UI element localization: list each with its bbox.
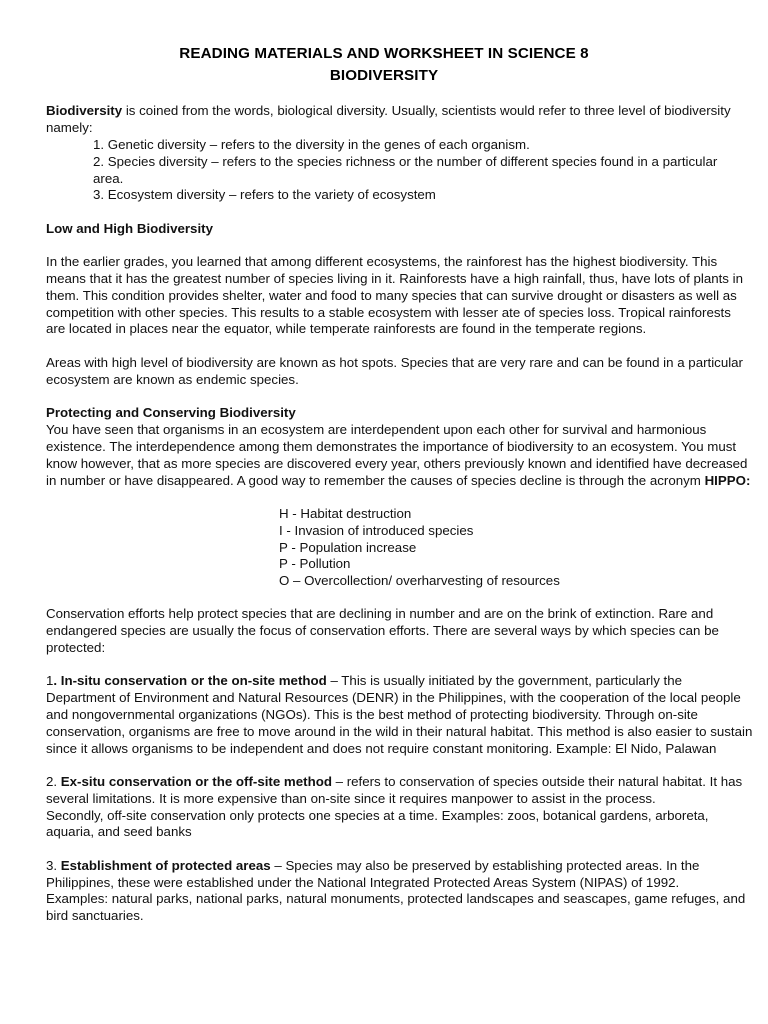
intro-line: Biodiversity is coined from the words, biological diversity. Usually, scientists would refer to three level of biodiversity [46, 103, 731, 118]
paragraph-line: protected: [46, 640, 106, 655]
paragraph-line: bird sanctuaries. [46, 908, 144, 923]
paragraph-line: in number or have disappeared. A good way to remember the causes of species decline is through the acronym HIPPO: [46, 473, 751, 488]
paragraph-line: know however, that as more species are discovered every year, others previously known and identified have decreased [46, 456, 748, 471]
biodiversity-term: Biodiversity [46, 103, 123, 118]
paragraph-line: Conservation efforts help protect species that are declining in number and are on the brink of extinction. Rare and [46, 606, 714, 621]
paragraph-line: are located in places near the equator, while temperate rainforests are found in the temperate regions. [46, 321, 647, 336]
paragraph-line: several limitations. It is more expensive than on-site since it requires manpower to assist in the process. [46, 791, 656, 806]
paragraph-line: Examples: natural parks, national parks, natural monuments, protected landscapes and seascapes, game refuges, and [46, 891, 746, 906]
method-heading-in-situ: 1. In-situ conservation or the on-site method – This is usually initiated by the government, particularly the [46, 673, 683, 688]
paragraph-line: competition with other species. This results to a stable ecosystem with lesser ate of species loss. Tropical rainforests [46, 305, 731, 320]
paragraph-line: ecosystem are known as endemic species. [46, 372, 299, 387]
paragraph-line: You have seen that organisms in an ecosystem are interdependent upon each other for survival and harmonious [46, 422, 707, 437]
diversity-level-item: area. [93, 171, 124, 186]
hippo-acronym: HIPPO: [704, 473, 751, 488]
method-heading-ex-situ: 2. Ex-situ conservation or the off-site method – refers to conservation of species outside their natural habitat. It has [46, 774, 743, 789]
paragraph-line: means that it has the greatest number of species living in it. Rainforests have a high rainfall, thus, have lots of plants in [46, 271, 743, 286]
section-heading-protecting: Protecting and Conserving Biodiversity [46, 405, 296, 420]
hippo-item: I - Invasion of introduced species [279, 523, 474, 538]
diversity-level-item: 3. Ecosystem diversity – refers to the variety of ecosystem [93, 187, 436, 202]
section-heading-low-high: Low and High Biodiversity [46, 221, 213, 236]
paragraph-line: conservation, organisms are free to move around in the wild in their natural habitat. This method is also easier to sustain [46, 724, 753, 739]
hippo-item: H - Habitat destruction [279, 506, 412, 521]
paragraph-line: endangered species are usually the focus of conservation efforts. There are several ways by which species can be [46, 623, 719, 638]
diversity-level-item: 2. Species diversity – refers to the species richness or the number of different species found in a particular [93, 154, 718, 169]
hippo-item: O – Overcollection/ overharvesting of resources [279, 573, 560, 588]
page-subtitle: BIODIVERSITY [329, 67, 439, 84]
paragraph-line: Secondly, off-site conservation only protects one species at a time. Examples: zoos, botanical gardens, arboreta, [46, 808, 709, 823]
paragraph-line: Department of Environment and Natural Resources (DENR) in the Philippines, with the cooperation of the local people [46, 690, 741, 705]
paragraph-line: Philippines, these were established under the National Integrated Protected Areas System (NIPAS) of 1992. [46, 875, 680, 890]
paragraph-line: Areas with high level of biodiversity are known as hot spots. Species that are very rare and can be found in a particular [46, 355, 743, 370]
paragraph-line: since it allows organisms to be independent and does not require constant monitoring. Example: El Nido, Palawan [46, 741, 717, 756]
hippo-item: P - Pollution [279, 556, 351, 571]
paragraph-line: them. This condition provides shelter, water and food to many species that can survive drought or disasters as well as [46, 288, 737, 303]
paragraph-line: and nongovernmental organizations (NGOs). This is the best method of protecting biodiversity. Through on-site [46, 707, 698, 722]
method-heading-protected-areas: 3. Establishment of protected areas – Species may also be preserved by establishing protected areas. In the [46, 858, 700, 873]
hippo-item: P - Population increase [279, 540, 417, 555]
intro-line: namely: [46, 120, 93, 135]
paragraph-line: In the earlier grades, you learned that among different ecosystems, the rainforest has the highest biodiversity. This [46, 254, 718, 269]
paragraph-line: aquaria, and seed banks [46, 824, 192, 839]
paragraph-line: existence. The interdependence among them demonstrates the importance of biodiversity to an ecosystem. You must [46, 439, 737, 454]
diversity-level-item: 1. Genetic diversity – refers to the diversity in the genes of each organism. [93, 137, 530, 152]
page-title: READING MATERIALS AND WORKSHEET IN SCIENCE 8 [179, 45, 589, 62]
